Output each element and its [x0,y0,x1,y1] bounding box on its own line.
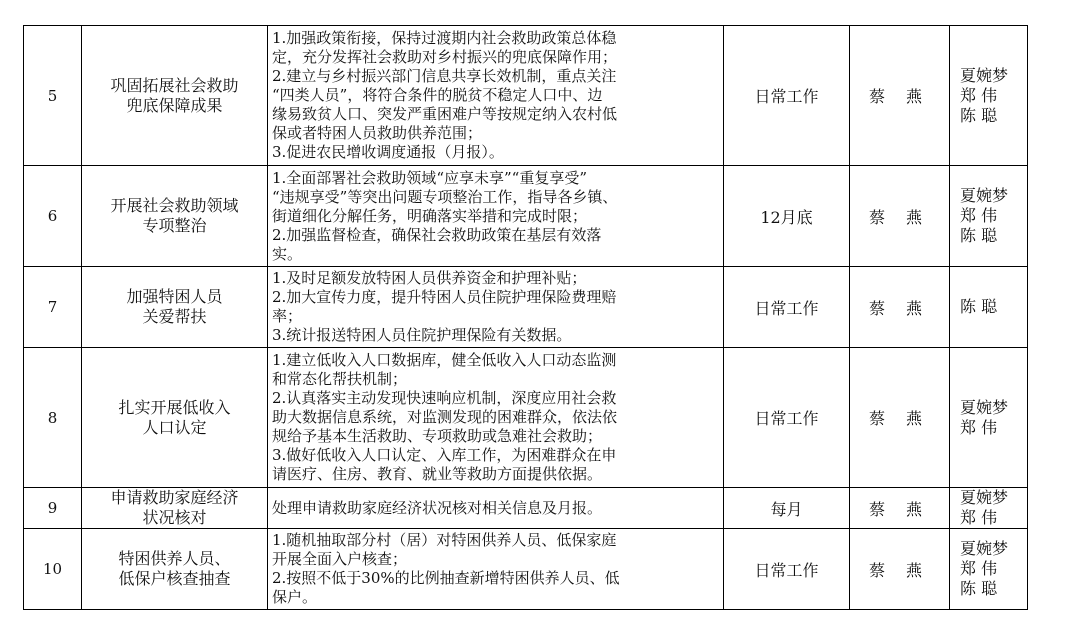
project-name: 开展社会救助领域 专项整治 [82,166,268,267]
project-name: 特困供养人员、 低保户核查抽查 [82,529,268,610]
row-number: 6 [24,166,82,267]
time-limit: 日常工作 [724,26,850,166]
time-limit: 日常工作 [724,529,850,610]
work-content: 1.加强政策衔接，保持过渡期内社会救助政策总体稳 定，充分发挥社会救助对乡村振兴的兜底保障作用； 2.建立与乡村振兴部门信息共享长效机制，重点关注 “四类人员”，将符合条件的脱贫不稳定人口中、边 缘易致贫人口、突发严重困难户等按规定纳入农村低 保或者特困人员救助供养范围； 3.促进农民增收调度通报（月报）。 [268,26,724,166]
work-table [23,25,1028,610]
responsible-persons: 夏婉梦 郑 伟 陈 聪 [950,529,1028,610]
time-limit: 每月 [724,488,850,529]
work-content: 1.建立低收入人口数据库，健全低收入人口动态监测 和常态化帮扶机制； 2.认真落实主动发现快速响应机制，深度应用社会救 助大数据信息系统，对监测发现的困难群众，依法依 规给予基本生活救助、专项救助或急难社会救助； 3.做好低收入人口认定、入库工作，为困难群众在申 请医疗、住房、教育、就业等救助方面提供依据。 [268,348,724,488]
lead-person: 蔡 燕 [850,529,950,610]
lead-person: 蔡 燕 [850,267,950,348]
responsible-persons: 陈 聪 [950,267,1028,348]
responsible-persons: 夏婉梦 郑 伟 [950,348,1028,488]
responsible-persons: 夏婉梦 郑 伟 陈 聪 [950,166,1028,267]
row-number: 5 [24,26,82,166]
time-limit: 日常工作 [724,348,850,488]
project-name: 扎实开展低收入 人口认定 [82,348,268,488]
table-row [24,267,1028,348]
lead-person: 蔡 燕 [850,488,950,529]
time-limit: 12月底 [724,166,850,267]
table-row [24,488,1028,529]
time-limit: 日常工作 [724,267,850,348]
row-number: 8 [24,348,82,488]
table-row [24,26,1028,166]
responsible-persons: 夏婉梦 郑 伟 陈 聪 [950,26,1028,166]
table-row [24,348,1028,488]
table-row [24,166,1028,267]
project-name: 申请救助家庭经济 状况核对 [82,488,268,529]
row-number: 7 [24,267,82,348]
project-name: 加强特困人员 关爱帮扶 [82,267,268,348]
table-row [24,529,1028,610]
row-number: 10 [24,529,82,610]
work-content: 1.及时足额发放特困人员供养资金和护理补贴； 2.加大宣传力度，提升特困人员住院护理保险费理赔 率； 3.统计报送特困人员住院护理保险有关数据。 [268,267,724,348]
row-number: 9 [24,488,82,529]
lead-person: 蔡 燕 [850,26,950,166]
work-content: 处理申请救助家庭经济状况核对相关信息及月报。 [268,488,724,529]
responsible-persons: 夏婉梦 郑 伟 [950,488,1028,529]
project-name: 巩固拓展社会救助 兜底保障成果 [82,26,268,166]
work-content: 1.全面部署社会救助领域“应享未享”“重复享受” “违规享受”等突出问题专项整治工作，指导各乡镇、 街道细化分解任务，明确落实举措和完成时限； 2.加强监督检查，确保社会救助政策在基层有效落 实。 [268,166,724,267]
lead-person: 蔡 燕 [850,166,950,267]
work-content: 1.随机抽取部分村（居）对特困供养人员、低保家庭 开展全面入户核查； 2.按照不低于30%的比例抽查新增特困供养人员、低 保户。 [268,529,724,610]
lead-person: 蔡 燕 [850,348,950,488]
